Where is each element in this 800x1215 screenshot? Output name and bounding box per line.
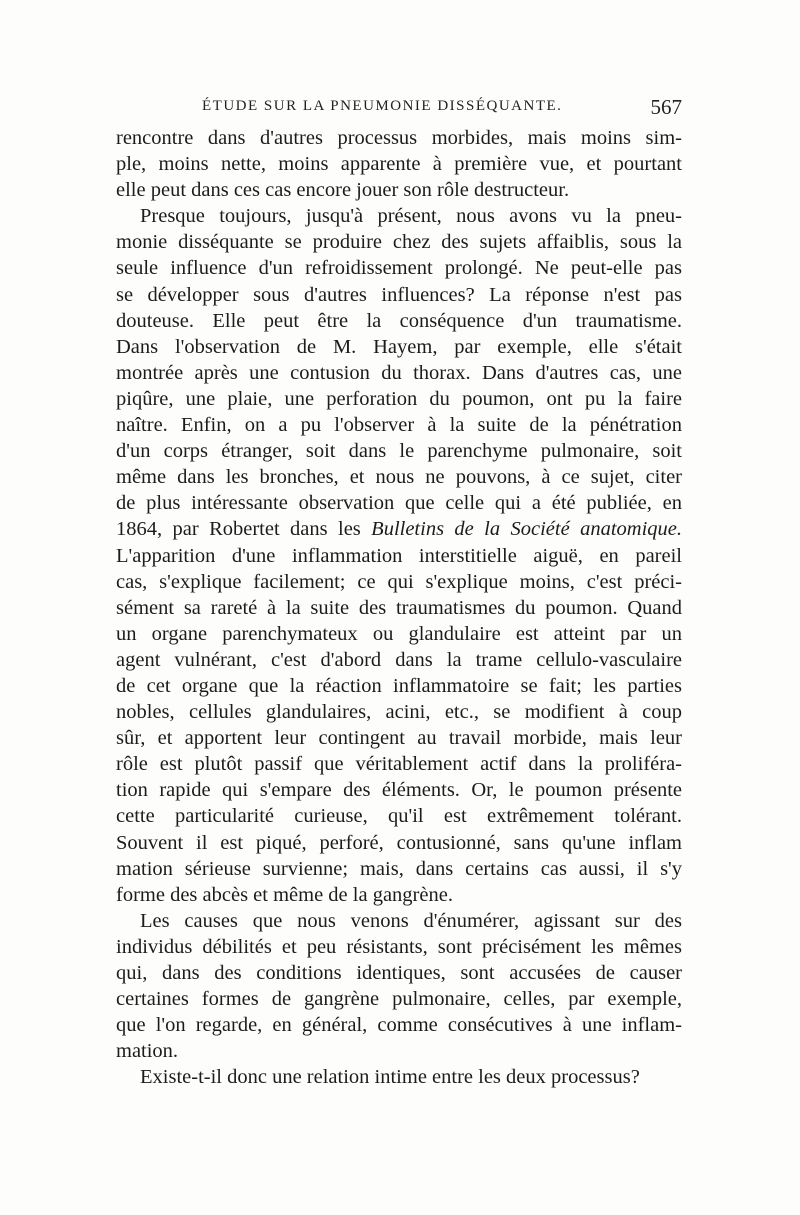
text-line: sûr, et apportent leur contingent au travail morbide, mais leur xyxy=(116,727,682,750)
text-line: mation sérieuse survienne; mais, dans certains cas aussi, il s'y xyxy=(116,857,682,880)
text-line: forme des abcès et même de la gangrène. xyxy=(116,883,453,906)
paragraph-1 xyxy=(116,125,682,203)
paragraph-3 xyxy=(116,908,682,1065)
text-line: Les causes que nous venons d'énumérer, agissant sur des xyxy=(140,909,682,932)
text-line: piqûre, une plaie, une perforation du poumon, ont pu la faire xyxy=(116,387,682,410)
text-line: rencontre dans d'autres processus morbides, mais moins sim- xyxy=(116,127,682,149)
text-line: agent vulnérant, c'est d'abord dans la trame cellulo-vasculaire xyxy=(116,648,682,671)
text-line: se développer sous d'autres influences? La réponse n'est pas xyxy=(116,283,682,306)
text-line: certaines formes de gangrène pulmonaire, celles, par exemple, xyxy=(116,988,682,1011)
body-text xyxy=(116,125,682,1090)
text-line: cas, s'explique facilement; ce qui s'explique moins, c'est préci- xyxy=(116,570,682,593)
text-line: qui, dans des conditions identiques, sont accusées de causer xyxy=(116,962,682,984)
text-line: de plus intéressante observation que celle qui a été publiée, en xyxy=(116,492,682,515)
running-head xyxy=(116,95,682,122)
text-line: Souvent il est piqué, perforé, contusionné, sans qu'une inflam xyxy=(116,831,682,854)
text-line: de cet organe que la réaction inflammatoire se fait; les parties xyxy=(116,674,682,697)
text-line: monie disséquante se produire chez des sujets affaiblis, sous la xyxy=(116,231,682,254)
text-line: ple, moins nette, moins apparente à première vue, et pourtant xyxy=(116,153,682,176)
text-line-with-citation xyxy=(116,516,682,542)
text-line: d'un corps étranger, soit dans le parenchyme pulmonaire, soit xyxy=(116,440,682,463)
text-line: naître. Enfin, on a pu l'observer à la suite de la pénétration xyxy=(116,414,682,437)
text-line: Existe-t-il donc une relation intime entre les deux processus? xyxy=(140,1066,640,1089)
page-number: 567 xyxy=(650,95,682,119)
journal-title: Bulletins de la Société anatomique. xyxy=(371,518,682,541)
text-line: cette particularité curieuse, qu'il est extrêmement tolérant. xyxy=(116,805,682,828)
text-line: même dans les bronches, et nous ne pouvons, à ce sujet, citer xyxy=(116,466,682,489)
running-head-title: ÉTUDE SUR LA PNEUMONIE DISSÉQUANTE. xyxy=(202,98,563,114)
text-line: nobles, cellules glandulaires, acini, etc., se modifient à coup xyxy=(116,701,682,724)
text-line: Presque toujours, jusqu'à présent, nous avons vu la pneu- xyxy=(140,205,682,228)
text-line: individus débilités et peu résistants, sont précisément les mêmes xyxy=(116,935,682,958)
text-line: douteuse. Elle peut être la conséquence d'un traumatisme. xyxy=(116,309,682,332)
text-line: Dans l'observation de M. Hayem, par exemple, elle s'était xyxy=(116,335,682,358)
text-line: rôle est plutôt passif que véritablement actif dans la proliféra- xyxy=(116,753,682,776)
paragraph-4 xyxy=(116,1064,682,1090)
text-line: un organe parenchymateux ou glandulaire est atteint par un xyxy=(116,622,682,645)
text-line: elle peut dans ces cas encore jouer son rôle destructeur. xyxy=(116,179,570,202)
text-line: que l'on regarde, en général, comme consécutives à une inflam- xyxy=(116,1014,682,1037)
text-line: L'apparition d'une inflammation interstitielle aiguë, en pareil xyxy=(116,544,682,567)
text-fragment: 1864, par Robertet dans les xyxy=(116,518,361,541)
text-line: montrée après une contusion du thorax. Dans d'autres cas, une xyxy=(116,361,682,384)
text-line: tion rapide qui s'empare des éléments. Or, le poumon présente xyxy=(116,779,682,802)
text-line: seule influence d'un refroidissement prolongé. Ne peut-elle pas xyxy=(116,257,682,280)
text-line: sément sa rareté à la suite des traumatismes du poumon. Quand xyxy=(116,596,682,619)
text-line: mation. xyxy=(116,1040,179,1063)
paragraph-2 xyxy=(116,203,682,908)
